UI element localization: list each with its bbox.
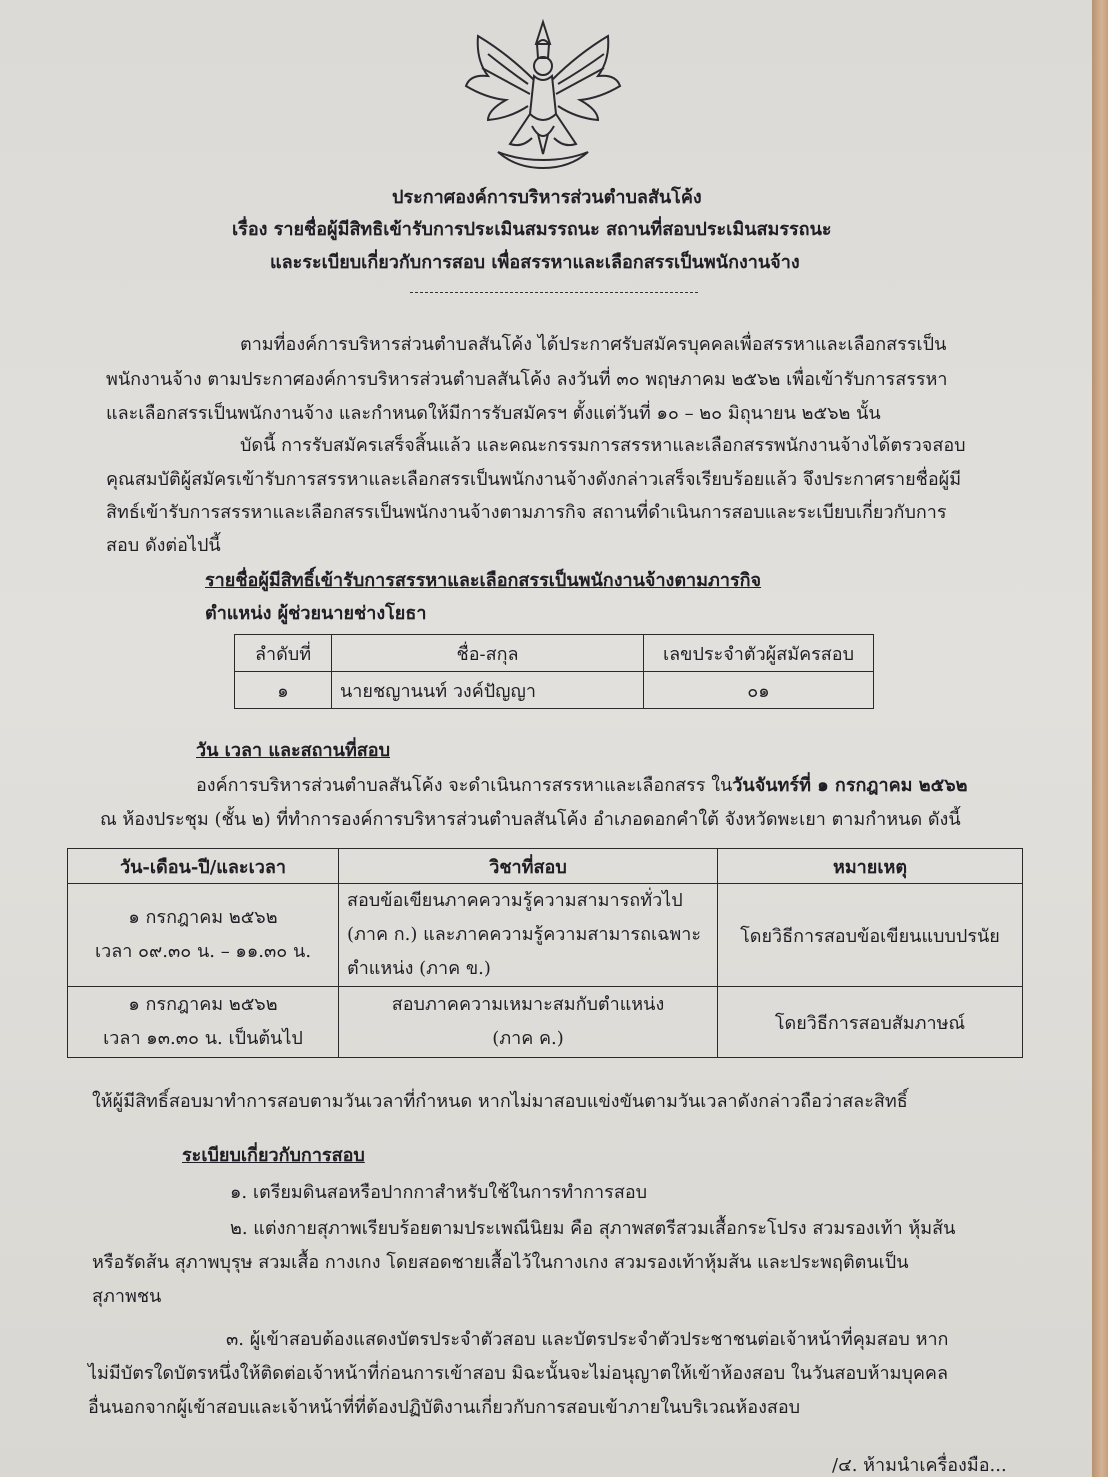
- intro-line: ตามที่องค์การบริหารส่วนตำบลสันโค้ง ได้ประกาศรับสมัครบุคคลเพื่อสรรหาและเลือกสรรเป็น: [240, 334, 947, 355]
- table-header-row: [235, 635, 874, 672]
- column-header: ชื่อ-สกุล: [332, 635, 644, 672]
- position-label: ตำแหน่ง ผู้ช่วยนายช่างโยธา: [205, 603, 427, 624]
- intro-line: และเลือกสรรเป็นพนักงานจ้าง และกำหนดให้มีการรับสมัครฯ ตั้งแต่วันที่ ๑๐ – ๒๐ มิถุนายน ๒๕๖๒ นั้น: [106, 403, 881, 424]
- exam-time: เวลา ๐๙.๓๐ น. – ๑๑.๓๐ น.: [94, 941, 312, 962]
- intro-line: คุณสมบัติผู้สมัครเข้ารับการสรรหาและเลือกสรรเป็นพนักงานจ้างดังกล่าวเสร็จเรียบร้อยแล้ว จึงประกาศรายชื่อผู้มี: [106, 469, 962, 490]
- exam-date: ๑ กรกฎาคม ๒๕๖๒: [128, 994, 278, 1015]
- exam-date: ๑ กรกฎาคม ๒๕๖๒: [128, 907, 278, 928]
- rules-heading: ระเบียบเกี่ยวกับการสอบ: [182, 1145, 365, 1166]
- row-number: ๑: [235, 672, 332, 709]
- table-row: [68, 987, 1023, 1058]
- background-edge: [1092, 0, 1108, 1477]
- eligible-heading: รายชื่อผู้มีสิทธิ์เข้ารับการสรรหาและเลือกสรรเป็นพนักงานจ้างตามภารกิจ: [205, 570, 762, 591]
- table-header-row: [68, 849, 1023, 884]
- applicant-id: ๐๑: [644, 672, 874, 709]
- continued-marker: /๔. ห้ามนำเครื่องมือ...: [832, 1455, 1007, 1476]
- schedule-line: [196, 770, 968, 799]
- schedule-text: องค์การบริหารส่วนตำบลสันโค้ง จะดำเนินการสรรหาและเลือกสรร ใน: [196, 775, 733, 796]
- column-header: หมายเหตุ: [718, 849, 1023, 884]
- rule-item: ๒. แต่งกายสุภาพเรียบร้อยตามประเพณีนิยม คือ สุภาพสตรีสวมเสื้อกระโปรง สวมรองเท้า หุ้มส้น: [230, 1218, 956, 1239]
- rule-item-cont: สุภาพชน: [92, 1286, 162, 1307]
- subject-line: สอบข้อเขียนภาคความรู้ความสามารถทั่วไป: [347, 890, 683, 911]
- intro-line: พนักงานจ้าง ตามประกาศองค์การบริหารส่วนตำบลสันโค้ง ลงวันที่ ๓๐ พฤษภาคม ๒๕๖๒ เพื่อเข้ารับการสรรหา: [106, 369, 948, 390]
- intro-line: สอบ ดังต่อไปนี้: [106, 535, 221, 556]
- note-cell: โดยวิธีการสอบข้อเขียนแบบปรนัย: [718, 884, 1023, 987]
- subject-line: (ภาค ค.): [492, 1028, 564, 1049]
- applicant-name: นายชญานนท์ วงค์ปัญญา: [332, 672, 644, 709]
- date-time-cell: [68, 884, 339, 987]
- date-time-cell: [68, 987, 339, 1058]
- column-header: เลขประจำตัวผู้สมัครสอบ: [644, 635, 874, 672]
- column-header: วิชาที่สอบ: [339, 849, 718, 884]
- exam-time: เวลา ๑๓.๓๐ น. เป็นต้นไป: [103, 1028, 303, 1049]
- garuda-emblem-icon: [458, 14, 628, 174]
- eligible-table: [234, 634, 874, 709]
- column-header: ลำดับที่: [235, 635, 332, 672]
- rule-item: ๓. ผู้เข้าสอบต้องแสดงบัตรประจำตัวสอบ และบัตรประจำตัวประชาชนต่อเจ้าหน้าที่คุมสอบ หาก: [226, 1329, 949, 1350]
- subject-cell: [339, 884, 718, 987]
- exam-date-bold: วันจันทร์ที่ ๑ กรกฎาคม ๒๕๖๒: [732, 775, 968, 796]
- title-divider: [410, 292, 698, 293]
- announcement-title: ประกาศองค์การบริหารส่วนตำบลสันโค้ง: [392, 187, 702, 208]
- note-cell: โดยวิธีการสอบสัมภาษณ์: [718, 987, 1023, 1058]
- column-header: วัน-เดือน-ปี/และเวลา: [68, 849, 339, 884]
- subject-cell: [339, 987, 718, 1058]
- intro-line: บัดนี้ การรับสมัครเสร็จสิ้นแล้ว และคณะกรรมการสรรหาและเลือกสรรพนักงานจ้างได้ตรวจสอบ: [240, 435, 966, 456]
- table-row: [235, 672, 874, 709]
- forfeit-notice: ให้ผู้มีสิทธิ์สอบมาทำการสอบตามวันเวลาที่กำหนด หากไม่มาสอบแข่งขันตามวันเวลาดังกล่าวถือว่าสละสิทธิ์: [92, 1091, 908, 1112]
- intro-line: สิทธ์เข้ารับการสรรหาและเลือกสรรเป็นพนักงานจ้างตามภารกิจ สถานที่ดำเนินการสอบและระเบียบเกี่ยวกับการ: [106, 502, 947, 523]
- rule-item-cont: หรือรัดส้น สุภาพบุรุษ สวมเสื้อ กางเกง โดยสอดชายเสื้อไว้ในกางเกง สวมรองเท้าหุ้มส้น และประพฤติตนเป็น: [92, 1252, 909, 1273]
- schedule-heading: วัน เวลา และสถานที่สอบ: [196, 740, 391, 761]
- table-row: [68, 884, 1023, 987]
- rule-item-cont: ไม่มีบัตรใดบัตรหนึ่งให้ติดต่อเจ้าหน้าที่ก่อนการเข้าสอบ มิฉะนั้นจะไม่อนุญาตให้เข้าห้องสอบ ในวันสอบห้ามบุคคล: [88, 1363, 948, 1384]
- subject-line: ตำแหน่ง (ภาค ข.): [347, 958, 491, 979]
- announcement-subject-cont: และระเบียบเกี่ยวกับการสอบ เพื่อสรรหาและเลือกสรรเป็นพนักงานจ้าง: [270, 252, 800, 273]
- subject-line: (ภาค ก.) และภาคความรู้ความสามารถเฉพาะ: [347, 924, 702, 945]
- announcement-subject: เรื่อง รายชื่อผู้มีสิทธิเข้ารับการประเมินสมรรถนะ สถานที่สอบประเมินสมรรถนะ: [232, 219, 832, 240]
- subject-line: สอบภาคความเหมาะสมกับตำแหน่ง: [391, 994, 665, 1015]
- rule-item-cont: อื่นนอกจากผู้เข้าสอบและเจ้าหน้าที่ที่ต้องปฏิบัติงานเกี่ยวกับการสอบเข้าภายในบริเวณห้องสอบ: [88, 1397, 801, 1418]
- schedule-line: ณ ห้องประชุม (ชั้น ๒) ที่ทำการองค์การบริหารส่วนตำบลสันโค้ง อำเภอดอกคำใต้ จังหวัดพะเยา ตามกำหนด ดังนี้: [100, 809, 961, 830]
- exam-schedule-table: [67, 848, 1023, 1058]
- rule-item: ๑. เตรียมดินสอหรือปากกาสำหรับใช้ในการทำการสอบ: [230, 1182, 648, 1203]
